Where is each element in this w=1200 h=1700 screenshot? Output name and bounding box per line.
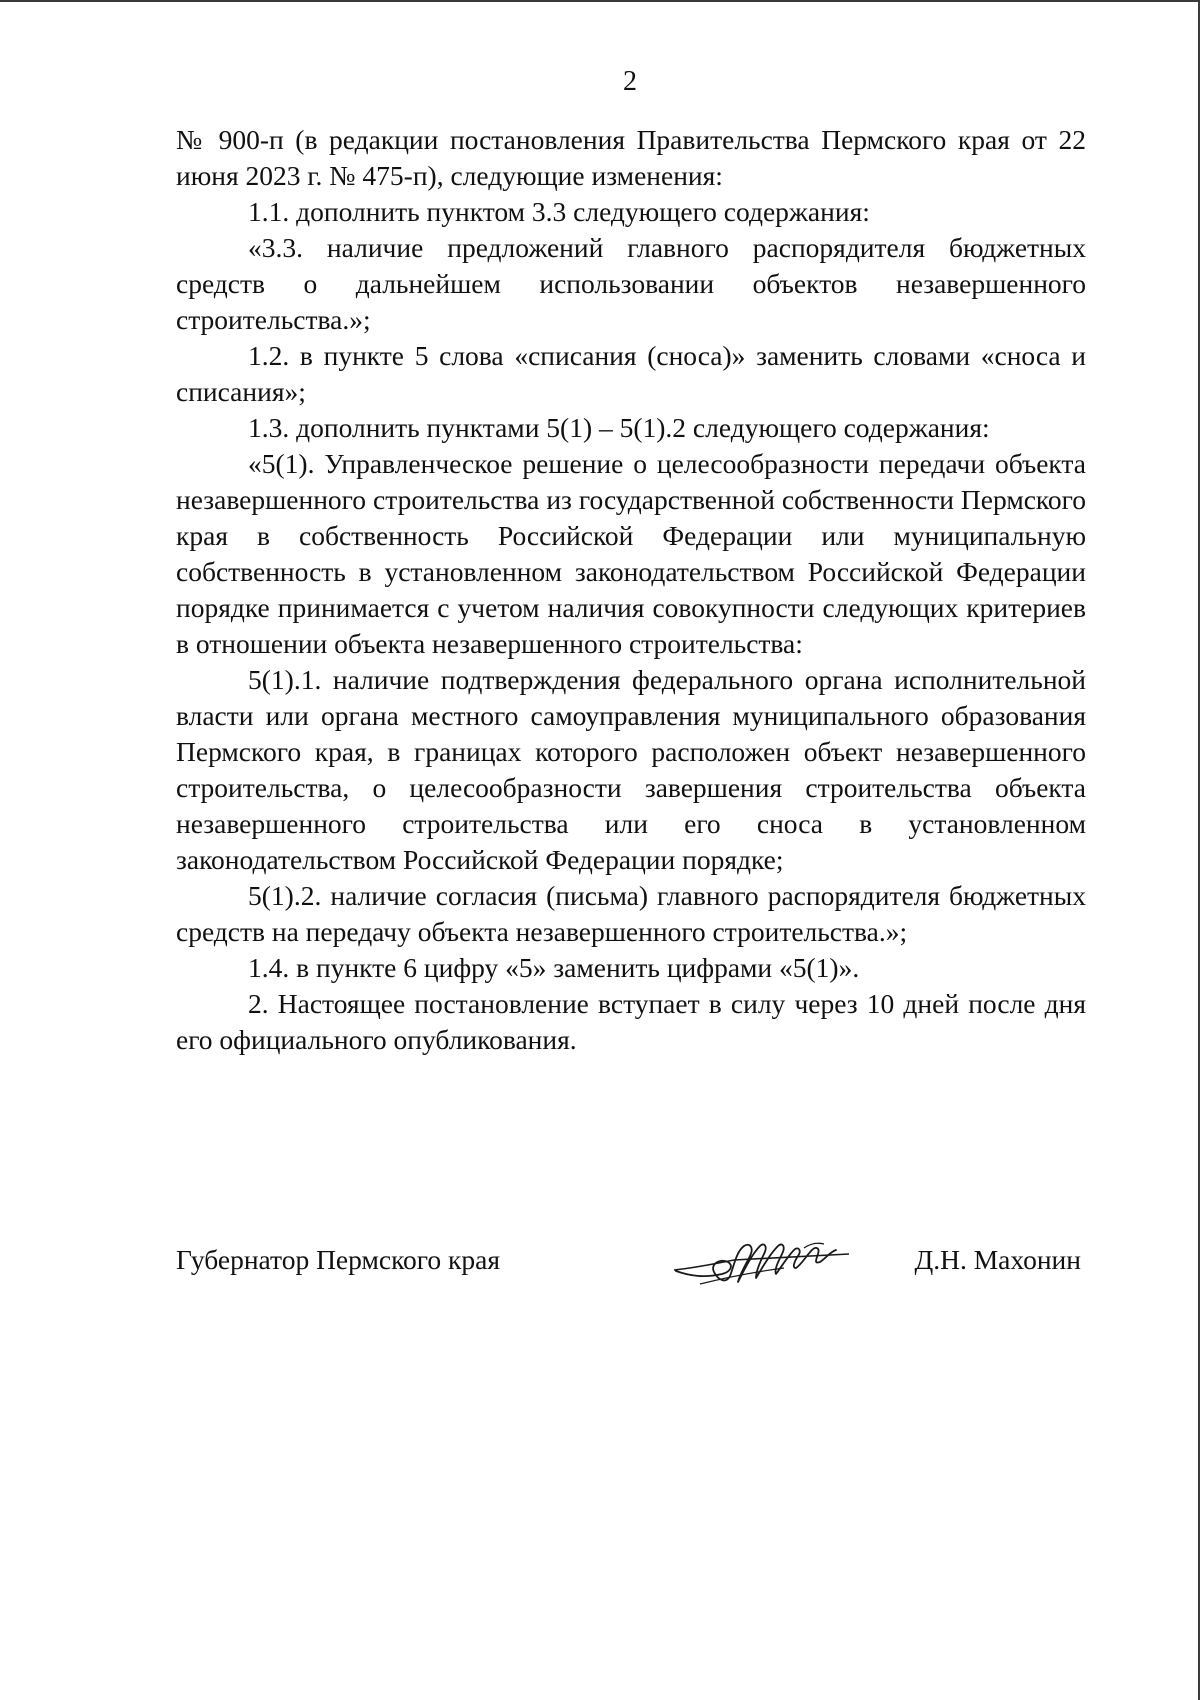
paragraph: 5(1).2. наличие согласия (письма) главного распорядителя бюджетных средств на передачу объекта незавершенного строительства.»;	[176, 880, 1086, 947]
paragraph: «5(1). Управленческое решение о целесообразности передачи объекта незавершенного строительства из государственной собственности Пермского края в собственность Российской Федерации или муниципальную собственность в установленном законодательством Российской Федерации порядке принимается с учетом наличия совокупности следующих критериев в отношении объекта незавершенного строительства:	[176, 448, 1086, 659]
paragraph: 5(1).1. наличие подтверждения федерального органа исполнительной власти или органа местного самоуправления муниципального образования Пермского края, в границах которого расположен объект незавершенного строительства, о целесообразности завершения строительства объекта незавершенного строительства или его сноса в установленном законодательством Российской Федерации порядке;	[176, 664, 1086, 875]
paragraph: 1.4. в пункте 6 цифру «5» заменить цифрами «5(1)».	[248, 952, 860, 983]
scan-edge-top	[0, 0, 1200, 2]
paragraph: № 900-п (в редакции постановления Правительства Пермского края от 22 июня 2023 г. № 475-п), следующие изменения:	[176, 124, 1086, 191]
signature-block	[176, 1242, 1086, 1292]
page-number: 2	[623, 66, 637, 97]
paragraph: 1.1. дополнить пунктом 3.3 следующего содержания:	[248, 196, 870, 227]
paragraph: 2. Настоящее постановление вступает в силу через 10 дней после дня его официального опубликования.	[176, 988, 1086, 1055]
paragraph: 1.3. дополнить пунктами 5(1) – 5(1).2 следующего содержания:	[248, 412, 990, 443]
signer-name: Д.Н. Махонин	[914, 1244, 1081, 1275]
paragraph: «3.3. наличие предложений главного распорядителя бюджетных средств о дальнейшем использовании объектов незавершенного строительства.»;	[176, 232, 1086, 335]
handwritten-signature	[664, 1224, 854, 1294]
document-body	[176, 122, 1086, 1058]
paragraph: 1.2. в пункте 5 слова «списания (сноса)» заменить словами «сноса и списания»;	[176, 340, 1086, 407]
signer-title: Губернатор Пермского края	[176, 1244, 500, 1275]
